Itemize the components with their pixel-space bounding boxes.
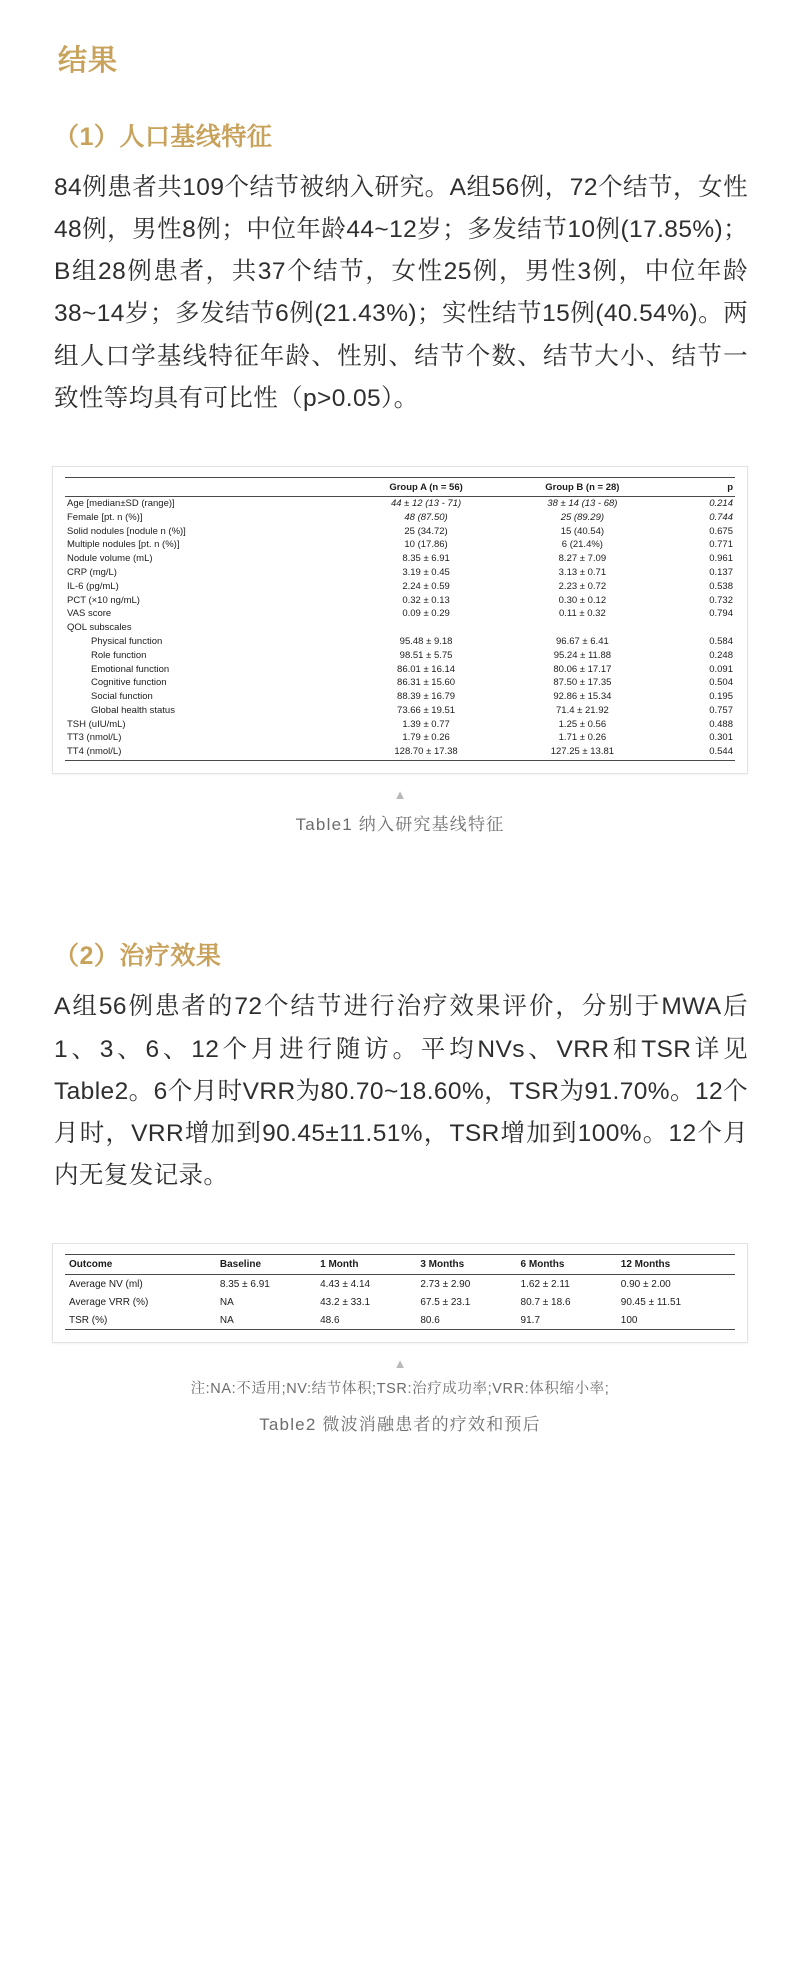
- table-row: [65, 635, 735, 649]
- table1-cell-p: 0.544: [661, 745, 735, 761]
- table1-row-label: TT3 (nmol/L): [67, 732, 122, 744]
- table2-col-head-4: 6 Months: [517, 1255, 617, 1275]
- table-row: [65, 593, 735, 607]
- table1-cell-p: 0.675: [709, 525, 733, 537]
- table2-body: [65, 1275, 735, 1330]
- table2-cell: 100: [617, 1311, 735, 1330]
- table1-row-label: Age [median±SD (range)]: [67, 498, 175, 510]
- table-row: [65, 676, 735, 690]
- table-row: [65, 552, 735, 566]
- table2: [65, 1254, 735, 1330]
- table1-cell-group-b: 2.23 ± 0.72: [558, 580, 607, 592]
- table2-col-head-1: Baseline: [216, 1255, 316, 1275]
- table1-cell-group-b: 0.30 ± 0.12: [558, 594, 607, 606]
- table1-row-label: VAS score: [67, 608, 112, 620]
- table-row: [65, 703, 735, 717]
- caret-icon: ▲: [393, 1356, 407, 1372]
- table1-cell-group-a: 86.31 ± 15.60: [397, 677, 456, 689]
- table1-cell-group-b: 80.06 ± 17.17: [553, 663, 612, 675]
- table1-cell-p: 0.137: [709, 567, 733, 579]
- table1-row-label: Nodule volume (mL): [67, 553, 153, 565]
- table2-cell: 43.2 ± 33.1: [320, 1296, 371, 1308]
- section-paragraph-baseline: 84例患者共109个结节被纳入研究。A组56例，72个结节，女性48例，男性8例；中位年龄44~12岁；多发结节10例(17.85%)；B组28例患者，共37个结节，女性25例，男性3例，中位年龄38~14岁；多发结节6例(21.43%)；实性结节15例(40.54%)。两组人口学基线特征年龄、性别、结节个数、结节大小、结节一致性等均具有可比性（p>0.05）。: [54, 174, 748, 412]
- table1-cell-p: 0.091: [709, 663, 733, 675]
- caret-icon: ▲: [393, 787, 407, 803]
- table1-head: [65, 477, 735, 496]
- table1-row-label: Social function: [91, 691, 153, 703]
- table1-card: [52, 466, 748, 774]
- table1-row-label: Physical function: [91, 635, 163, 647]
- table2-cell: 4.43 ± 4.14: [320, 1278, 371, 1290]
- table1-cell-group-a: 1.79 ± 0.26: [402, 732, 450, 744]
- table2-caption: Table2 微波消融患者的疗效和预后: [259, 1415, 541, 1435]
- table2-cell: 91.7: [517, 1311, 617, 1330]
- table1-cell-group-a: 128.70 ± 17.38: [348, 745, 504, 761]
- table1-cell-group-a: [348, 621, 504, 635]
- table1-col-head-1: Group A (n = 56): [348, 477, 504, 496]
- table1-body: [65, 496, 735, 760]
- table1-row-label: TSH (uIU/mL): [67, 718, 126, 730]
- table1-col-head-3: p: [661, 477, 735, 496]
- table1-cell-p: 0.584: [709, 635, 733, 647]
- table-row: [65, 717, 735, 731]
- table1-cell-p: [661, 621, 735, 635]
- table1-cell-p: 0.732: [709, 594, 733, 606]
- figure-table1: [52, 466, 748, 839]
- table1-cell-p: 0.195: [709, 691, 733, 703]
- table1-cell-group-a: 2.24 ± 0.59: [402, 580, 450, 592]
- table1-cell-group-b: 127.25 ± 13.81: [504, 745, 660, 761]
- table2-cell: 80.6: [416, 1311, 516, 1330]
- table1-cell-group-a: 95.48 ± 9.18: [399, 635, 453, 647]
- figure-table2: [52, 1243, 748, 1438]
- table2-row-label: Average NV (ml): [69, 1278, 143, 1290]
- table2-cell: 80.7 ± 18.6: [520, 1296, 571, 1308]
- table1-cell-group-a: 98.51 ± 5.75: [399, 649, 453, 661]
- table2-cell: 0.90 ± 2.00: [620, 1278, 671, 1290]
- table1-row-label: Female [pt. n (%)]: [67, 511, 143, 523]
- table2-head: [65, 1255, 735, 1275]
- table1-cell-group-a: 86.01 ± 16.14: [397, 663, 456, 675]
- table1-cell-group-b: 0.11 ± 0.32: [558, 608, 606, 620]
- table1-row-label: PCT (×10 ng/mL): [67, 594, 140, 606]
- table-row: [65, 496, 735, 510]
- table1-cell-group-b: 8.27 ± 7.09: [558, 553, 607, 565]
- table-row: [65, 579, 735, 593]
- table2-cell: 67.5 ± 23.1: [420, 1296, 471, 1308]
- table1-cell-p: 0.488: [709, 718, 733, 730]
- table2-col-head-0: Outcome: [65, 1255, 216, 1275]
- table1-cell-group-b: 25 (89.29): [560, 511, 605, 523]
- table1-cell-group-b: [504, 621, 660, 635]
- table1-cell-group-a: 44 ± 12 (13 - 71): [390, 498, 462, 510]
- table1-row-label: Global health status: [91, 704, 175, 716]
- table1-cell-group-b: 38 ± 14 (13 - 68): [547, 498, 618, 510]
- table2-col-head-3: 3 Months: [416, 1255, 516, 1275]
- table1-header-row: [65, 477, 735, 496]
- table1-cell-p: 0.538: [709, 580, 733, 592]
- page-title: 结果: [58, 45, 119, 77]
- table1-cell-group-a: 88.39 ± 16.79: [397, 691, 456, 703]
- table1-cell-group-a: 3.19 ± 0.45: [402, 567, 450, 579]
- table1-row-label: Cognitive function: [91, 677, 167, 689]
- table1-cell-p: 0.794: [709, 608, 733, 620]
- section-heading-efficacy: （2）治疗效果: [54, 942, 222, 971]
- section-paragraph-efficacy: A组56例患者的72个结节进行治疗效果评价，分别于MWA后1、3、6、12个月进行随访。平均NVs、VRR和TSR详见Table2。6个月时VRR为80.70~18.60%，TSR为91.70%。12个月时，VRR增加到90.45±11.51%，TSR增加到100%。12个月内无复发记录。: [54, 993, 748, 1189]
- table1-row-label: Emotional function: [91, 663, 170, 675]
- table1-cell-p: 0.504: [709, 677, 733, 689]
- table-row: [65, 648, 735, 662]
- table-row: [65, 524, 735, 538]
- document-page: [0, 38, 800, 1472]
- table2-card: [52, 1243, 748, 1343]
- table2-cell: 2.73 ± 2.90: [420, 1278, 471, 1290]
- table2-cell: 1.62 ± 2.11: [520, 1278, 570, 1290]
- table1-cell-group-b: 1.25 ± 0.56: [558, 718, 607, 730]
- table2-cell: NA: [216, 1311, 316, 1330]
- table1-cell-p: 0.961: [709, 553, 733, 565]
- table1-row-label: CRP (mg/L): [67, 567, 117, 579]
- table2-cell: 48.6: [316, 1311, 416, 1330]
- table1-row-label: Role function: [91, 649, 147, 661]
- section-heading-baseline: （1）人口基线特征: [54, 123, 273, 151]
- table1-row-label: Multiple nodules [pt. n (%)]: [67, 539, 180, 551]
- table1-col-head-2: Group B (n = 28): [504, 477, 660, 496]
- table2-col-head-5: 12 Months: [617, 1255, 735, 1275]
- table-row: [65, 607, 735, 621]
- table1-cell-group-b: 1.71 ± 0.26: [558, 732, 607, 744]
- table-row: [65, 731, 735, 745]
- table-row: [65, 690, 735, 704]
- table1-row-label: QOL subscales: [67, 622, 132, 634]
- table1-cell-group-a: 73.66 ± 19.51: [397, 704, 456, 716]
- table-row: [65, 1311, 735, 1330]
- table2-cell: NA: [219, 1296, 234, 1308]
- table1-cell-group-a: 0.09 ± 0.29: [402, 608, 450, 620]
- table-row: [65, 1275, 735, 1294]
- table1-row-label: Solid nodules [nodule n (%)]: [67, 525, 186, 537]
- table1-cell-p: 0.744: [709, 511, 733, 523]
- table1-cell-p: 0.771: [709, 539, 733, 551]
- table1-cell-group-b: 92.86 ± 15.34: [553, 691, 612, 703]
- table1-cell-group-b: 95.24 ± 11.88: [553, 649, 612, 661]
- table2-header-row: [65, 1255, 735, 1275]
- table1-cell-p: 0.214: [709, 498, 733, 510]
- table-row: [65, 662, 735, 676]
- table1-cell-group-a: 10 (17.86): [404, 539, 448, 551]
- table1-col-head-0: [65, 477, 348, 496]
- table1-cell-group-a: 8.35 ± 6.91: [402, 553, 450, 565]
- table1-cell-group-b: 96.67 ± 6.41: [556, 635, 609, 647]
- table-row: [65, 538, 735, 552]
- table-row: [65, 511, 735, 525]
- table1-cell-group-a: 25 (34.72): [404, 525, 448, 537]
- table2-col-head-2: 1 Month: [316, 1255, 416, 1275]
- table2-row-label: TSR (%): [65, 1311, 216, 1330]
- table1-cell-p: 0.248: [709, 649, 733, 661]
- table2-row-label: Average VRR (%): [69, 1296, 149, 1308]
- table-row: [65, 566, 735, 580]
- table1-cell-group-b: 3.13 ± 0.71: [558, 567, 607, 579]
- table1-cell-p: 0.757: [709, 704, 733, 716]
- table1-row-label: IL-6 (pg/mL): [67, 580, 119, 592]
- table-row: [65, 745, 735, 761]
- table1-cell-group-a: 48 (87.50): [404, 511, 448, 523]
- table1-row-label: TT4 (nmol/L): [65, 745, 348, 761]
- table2-cell: 8.35 ± 6.91: [219, 1278, 270, 1290]
- table1-caption: Table1 纳入研究基线特征: [295, 815, 505, 835]
- table-row: [65, 1293, 735, 1311]
- table1-cell-group-b: 87.50 ± 17.35: [553, 677, 612, 689]
- table1-cell-group-b: 15 (40.54): [560, 525, 605, 537]
- table1-cell-group-a: 1.39 ± 0.77: [402, 718, 450, 730]
- table1-cell-group-b: 71.4 ± 21.92: [556, 704, 609, 716]
- table2-note: 注:NA:不适用;NV:结节体积;TSR:治疗成功率;VRR:体积缩小率;: [190, 1381, 610, 1398]
- table-row: [65, 621, 735, 635]
- table1-cell-group-a: 0.32 ± 0.13: [402, 594, 450, 606]
- table1-cell-p: 0.301: [709, 732, 733, 744]
- table2-cell: 90.45 ± 11.51: [620, 1296, 682, 1308]
- table1-cell-group-b: 6 (21.4%): [561, 539, 603, 551]
- table1: [65, 477, 735, 761]
